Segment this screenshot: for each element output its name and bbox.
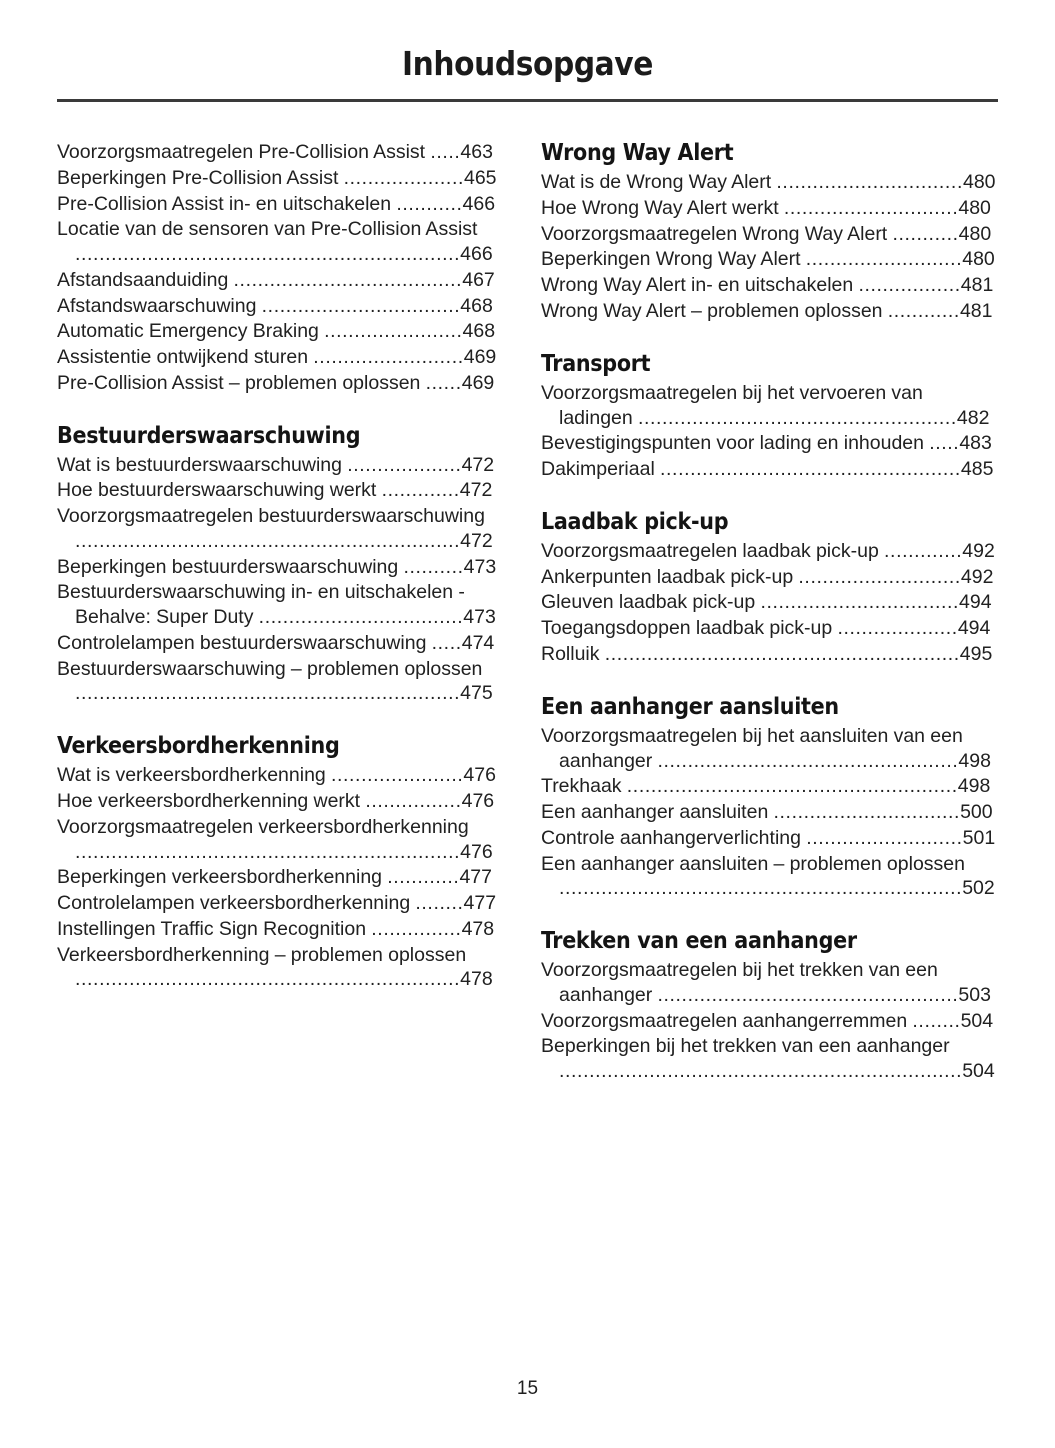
toc-column-left [57,140,527,1085]
page-number: 15 [516,1378,539,1399]
toc-entry-label: Voorzorgsmaatregelen bij het trekken van een aanhanger [541,959,938,1006]
toc-entry-page: 504 [960,1009,994,1032]
toc-dot-leader: ..... [430,141,461,163]
toc-entry-label: Bevestigingspunten voor lading en inhouden [541,432,930,455]
toc-dot-leader: ................................. [261,294,461,317]
toc-entry-page: 468 [460,294,493,317]
toc-entry-label: Hoe Wrong Way Alert werkt [541,196,784,219]
toc-entry-page: 469 [461,371,495,394]
toc-entry-label: Controlelampen bestuurderswaarschuwing [57,631,432,654]
toc-entry[interactable] [57,478,499,503]
toc-entry[interactable] [541,616,997,641]
toc-entry-label: Wrong Way Alert in- en uitschakelen [541,274,859,297]
toc-entry-page: 466 [460,243,493,265]
toc-entry[interactable] [57,580,499,630]
toc-dot-leader: ..... [431,631,462,654]
toc-entry-page: 472 [461,453,495,476]
toc-dot-leader: ..... [929,432,960,455]
toc-dot-leader: ................................................................... [559,877,963,900]
toc-entry[interactable] [57,917,499,942]
toc-entry-label: Trekhaak [541,775,627,798]
toc-entry-page: 480 [962,171,996,194]
toc-section [57,140,499,396]
toc-entry-page: 481 [959,299,993,322]
toc-dot-leader: .......... [403,555,464,578]
toc-entry[interactable] [57,217,499,267]
toc-entry-label: Beperkingen verkeersbordherkenning [57,866,388,889]
toc-entry-page: 475 [460,682,493,705]
toc-entry[interactable] [57,763,499,788]
toc-dot-leader: ............................... [773,801,961,823]
toc-entry-label: Automatic Emergency Braking [57,320,325,343]
toc-entry-label: Voorzorgsmaatregelen bestuurderswaarschuwing [57,505,485,528]
toc-entry[interactable] [57,865,499,890]
toc-entry-label: Locatie van de sensoren van Pre-Collision Assist [57,218,478,241]
toc-section [541,140,997,324]
toc-dot-leader: ............................... [776,171,963,194]
toc-entry-label: Bestuurderswaarschuwing in- en uitschakelen - Behalve: Super Duty [57,581,465,629]
toc-entry-page: 480 [958,222,992,245]
toc-dot-leader: .......................... [805,248,963,271]
toc-section [57,733,499,992]
toc-dot-leader: ................ [365,790,462,812]
toc-entry-label: Wat is de Wrong Way Alert [541,171,777,194]
toc-entry-page: 492 [960,565,994,588]
toc-dot-leader: ....................................................... [626,775,958,798]
toc-entry-page: 472 [459,479,493,502]
toc-dot-leader: ........................... [798,565,961,588]
toc-entry-label: Pre-Collision Assist in- en uitschakelen [57,192,397,215]
toc-entry[interactable] [541,826,997,851]
toc-entry[interactable] [57,319,499,344]
toc-entry[interactable] [541,431,997,456]
toc-entry[interactable] [57,166,499,191]
toc-entry-label: Wat is bestuurderswaarschuwing [57,453,348,476]
toc-dot-leader: ........................................................... [604,642,960,665]
toc-dot-leader: ...................... [330,764,464,787]
toc-entry[interactable] [57,140,499,165]
toc-entry-label: Voorzorgsmaatregelen bij het aansluiten van een aanhanger [541,724,963,772]
toc-entry-page: 503 [958,983,991,1006]
toc-entry[interactable] [541,247,997,272]
toc-entry-label: Beperkingen bestuurderswaarschuwing [57,555,404,578]
toc-entry[interactable] [541,273,997,298]
toc-dot-leader: ........ [415,892,464,914]
toc-entry-page: 480 [958,196,991,219]
toc-dot-leader: ................................................................ [75,529,461,552]
toc-entry[interactable] [57,345,499,370]
toc-entry-page: 481 [960,274,994,297]
toc-entry-label: Voorzorgsmaatregelen Wrong Way Alert [541,222,893,245]
toc-entry-page: 476 [463,764,496,787]
toc-entry[interactable] [541,222,997,247]
toc-entry-label: Voorzorgsmaatregelen bij het vervoeren van ladingen [541,381,923,429]
toc-entry-label: Instellingen Traffic Sign Recognition [57,917,372,940]
toc-entry-page: 501 [962,826,996,849]
toc-dot-leader: ...... [425,371,462,394]
toc-entry-page: 498 [958,749,991,772]
toc-dot-leader: ................................................................ [75,840,461,863]
toc-dot-leader: ............. [884,539,963,562]
toc-dot-leader: .................... [837,617,958,640]
toc-entry-page: 504 [962,1060,995,1083]
toc-column-right [527,140,997,1085]
toc-dot-leader: ............ [887,299,960,322]
toc-entry[interactable] [541,170,997,195]
toc-entry-page: 485 [960,458,994,480]
toc-entry[interactable] [541,800,997,825]
toc-dot-leader: ........ [912,1009,961,1032]
toc-entry-label: Voorzorgsmaatregelen Pre-Collision Assist [57,141,431,163]
section-heading-transport: Transport [541,350,651,377]
toc-entry[interactable] [57,815,499,865]
section-heading-laadbak-pick-up: Laadbak pick-up [541,508,729,535]
toc-section [541,509,997,667]
toc-entry-label: Beperkingen Pre-Collision Assist [57,166,344,189]
toc-entry[interactable] [57,453,499,478]
toc-entry-label: Dakimperiaal [541,458,661,480]
toc-entry-page: 469 [463,346,497,368]
page-title: Inhoudsopgave [401,44,654,83]
toc-entry-label: Beperkingen Wrong Way Alert [541,248,806,271]
toc-dot-leader: ................................................................ [75,682,461,705]
toc-section [541,928,997,1084]
toc-entry-page: 463 [460,141,493,163]
toc-dot-leader: ....................... [324,320,463,343]
toc-entry[interactable] [57,268,499,293]
toc-dot-leader: ................................................................ [75,243,461,265]
toc-entry[interactable] [541,724,997,774]
toc-entry-label: Wat is verkeersbordherkenning [57,764,331,787]
toc-dot-leader: ................... [347,453,462,476]
toc-entry-label: Toegangsdoppen laadbak pick-up [541,617,838,640]
toc-entry-label: Bestuurderswaarschuwing – problemen oplossen [57,657,483,680]
toc-dot-leader: ...................................... [233,268,463,291]
toc-entry[interactable] [541,642,997,667]
toc-dot-leader: ......................... [313,346,464,368]
toc-entry-page: 495 [959,642,993,665]
toc-entry-page: 465 [463,166,497,189]
toc-dot-leader: .................................................. [657,749,959,772]
toc-dot-leader: ................................................................ [75,968,461,991]
toc-entry-label: Voorzorgsmaatregelen verkeersbordherkenning [57,815,469,838]
header-divider [57,99,998,102]
toc-entry-label: Assistentie ontwijkend sturen [57,346,314,368]
toc-section [541,694,997,901]
toc-entry-label: Rolluik [541,642,605,665]
toc-entry-label: Voorzorgsmaatregelen laadbak pick-up [541,539,885,562]
toc-entry-page: 494 [959,591,992,614]
toc-dot-leader: ................. [858,274,961,297]
toc-dot-leader: ................................................................... [559,1060,963,1083]
section-heading-verkeersbordherkenning: Verkeersbordherkenning [57,733,340,760]
toc-entry-label: Verkeersbordherkenning – problemen oplossen [57,943,467,966]
toc-entry[interactable] [541,539,997,564]
section-heading-een-aanhanger-aansluiten: Een aanhanger aansluiten [541,693,839,720]
toc-dot-leader: .................................................. [657,983,959,1006]
toc-entry-page: 483 [959,432,992,455]
toc-section [57,423,499,707]
toc-entry[interactable] [541,958,997,1008]
toc-entry[interactable] [541,1009,997,1034]
toc-entry[interactable] [57,192,499,217]
toc-entry-label: Gleuven laadbak pick-up [541,591,761,614]
toc-entry[interactable] [57,657,499,707]
toc-entry[interactable] [57,371,499,396]
toc-entry[interactable] [541,457,997,482]
toc-entry[interactable] [57,504,499,554]
toc-entry[interactable] [541,774,997,799]
toc-section [541,351,997,482]
toc-entry-label: Pre-Collision Assist – problemen oplossen [57,371,426,394]
toc-entry-page: 468 [462,320,496,343]
toc-dot-leader: ........... [892,222,959,245]
toc-dot-leader: .................... [343,166,464,189]
toc-entry-label: Hoe bestuurderswaarschuwing werkt [57,479,382,502]
toc-entry-page: 477 [463,892,497,914]
toc-entry-page: 498 [957,775,991,798]
toc-dot-leader: ........... [396,192,463,215]
toc-dot-leader: .................................. [258,606,464,629]
section-heading-trekken-van-een-aanhanger: Trekken van een aanhanger [541,928,857,954]
toc-dot-leader: ..................................................... [637,406,957,429]
toc-entry-page: 476 [460,840,493,863]
toc-dot-leader: .................................................. [660,458,961,480]
toc-entry[interactable] [541,299,997,324]
toc-dot-leader: .......................... [806,826,963,849]
toc-entry-label: Afstandsaanduiding [57,268,234,291]
section-heading-bestuurderswaarschuwing: Bestuurderswaarschuwing [57,422,361,449]
toc-entry-label: Voorzorgsmaatregelen aanhangerremmen [541,1009,913,1032]
toc-dot-leader: ............ [387,866,460,889]
toc-entry[interactable] [541,590,997,615]
toc-entry-page: 494 [957,617,991,640]
toc-columns [57,140,998,1085]
toc-entry-page: 502 [962,877,995,900]
toc-entry[interactable] [541,381,997,431]
toc-dot-leader: ............. [381,479,460,502]
toc-entry-label: Controlelampen verkeersbordherkenning [57,892,416,914]
toc-entry-label: Beperkingen bij het trekken van een aanhanger [541,1035,950,1058]
toc-entry-page: 466 [462,192,496,215]
toc-entry-page: 482 [956,406,990,429]
toc-entry[interactable] [57,943,499,993]
toc-dot-leader: ................................. [760,591,960,614]
toc-entry[interactable] [541,196,997,221]
toc-dot-leader: ............... [371,917,462,940]
toc-entry-page: 500 [960,801,993,823]
toc-entry-page: 478 [461,917,495,940]
toc-entry-page: 492 [962,539,995,562]
toc-entry-page: 477 [459,866,492,889]
toc-entry-page: 476 [461,790,495,812]
toc-dot-leader: ............................. [783,196,959,219]
toc-entry[interactable] [541,852,997,902]
toc-entry-page: 478 [460,968,493,991]
toc-entry[interactable] [57,789,499,814]
toc-entry-page: 474 [461,631,495,654]
toc-entry-label: Hoe verkeersbordherkenning werkt [57,790,366,812]
toc-entry-label: Controle aanhangerverlichting [541,826,807,849]
section-heading-wrong-way-alert: Wrong Way Alert [541,140,734,166]
toc-entry[interactable] [57,631,499,656]
toc-entry-label: Een aanhanger aansluiten [541,801,774,823]
toc-entry-page: 473 [463,606,496,629]
toc-entry[interactable] [541,565,997,590]
toc-entry-page: 472 [460,529,493,552]
toc-entry-page: 467 [462,268,495,291]
toc-entry[interactable] [57,294,499,319]
toc-entry[interactable] [57,891,499,916]
toc-entry-label: Ankerpunten laadbak pick-up [541,565,799,588]
toc-entry[interactable] [541,1034,997,1084]
toc-entry[interactable] [57,555,499,580]
toc-entry-page: 473 [463,555,497,578]
toc-entry-label: Een aanhanger aansluiten – problemen oplossen [541,852,965,875]
toc-entry-page: 480 [962,248,995,271]
toc-entry-label: Wrong Way Alert – problemen oplossen [541,299,888,322]
toc-entry-label: Afstandswaarschuwing [57,294,262,317]
